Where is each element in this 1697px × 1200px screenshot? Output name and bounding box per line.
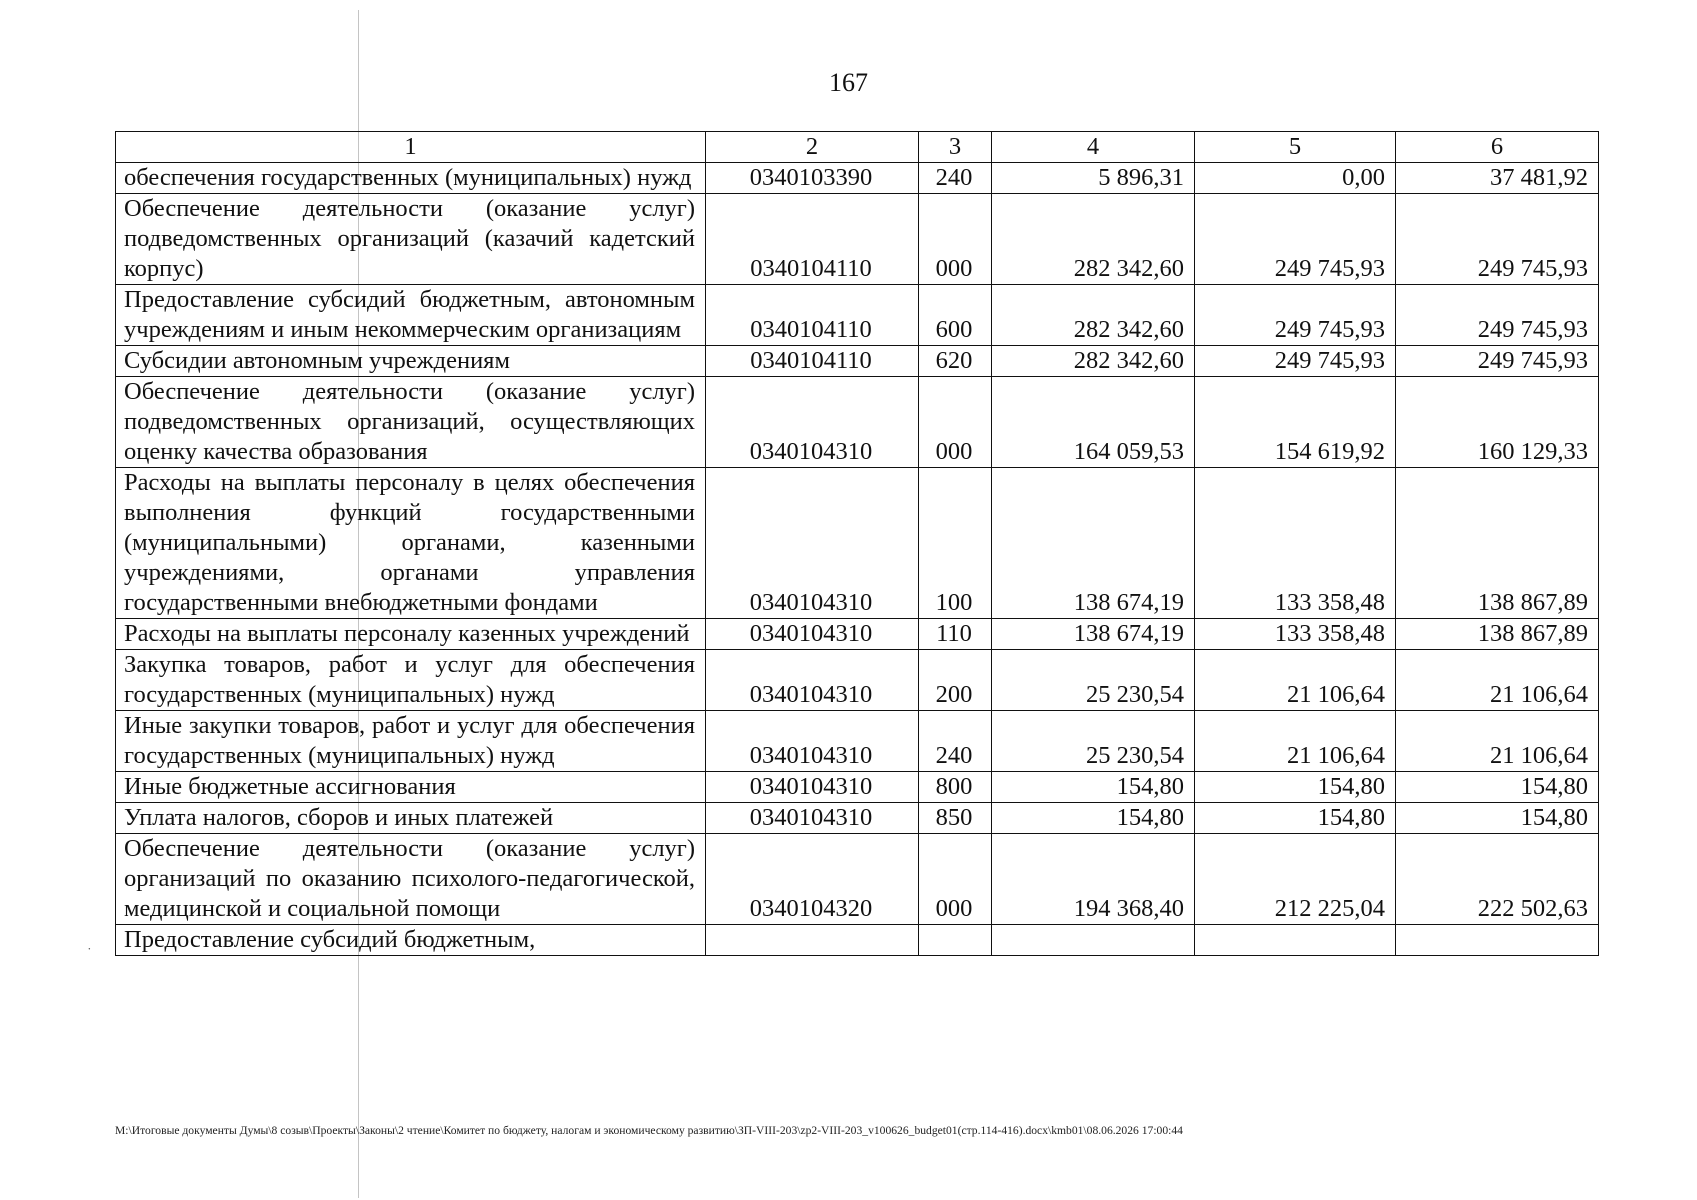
amount-col-6: 21 106,64 [1396, 711, 1599, 772]
expense-name: Иные бюджетные ассигнования [116, 772, 706, 803]
amount-col-4: 5 896,31 [992, 163, 1195, 194]
expense-type-code: 800 [919, 772, 992, 803]
amount-col-4: 25 230,54 [992, 650, 1195, 711]
table-row [116, 803, 1599, 834]
expense-name: Расходы на выплаты персоналу казенных учреждений [116, 619, 706, 650]
amount-col-6: 160 129,33 [1396, 377, 1599, 468]
table-row [116, 346, 1599, 377]
amount-col-5: 133 358,48 [1195, 619, 1396, 650]
amount-col-4: 138 674,19 [992, 619, 1195, 650]
target-article-code: 0340104110 [706, 194, 919, 285]
table-row [116, 285, 1599, 346]
amount-col-5 [1195, 925, 1396, 956]
margin-mark: ˙ [87, 946, 92, 961]
expense-type-code: 000 [919, 194, 992, 285]
amount-col-5: 154,80 [1195, 772, 1396, 803]
expense-name: Субсидии автономным учреждениям [116, 346, 706, 377]
amount-col-6: 21 106,64 [1396, 650, 1599, 711]
target-article-code: 0340103390 [706, 163, 919, 194]
amount-col-5: 0,00 [1195, 163, 1396, 194]
target-article-code: 0340104310 [706, 377, 919, 468]
table-row [116, 377, 1599, 468]
table-row [116, 194, 1599, 285]
target-article-code: 0340104310 [706, 772, 919, 803]
amount-col-5: 249 745,93 [1195, 285, 1396, 346]
amount-col-4 [992, 925, 1195, 956]
table-row [116, 650, 1599, 711]
target-article-code [706, 925, 919, 956]
amount-col-6: 154,80 [1396, 772, 1599, 803]
column-header: 2 [706, 132, 919, 163]
expense-name: обеспечения государственных (муниципальных) нужд [116, 163, 706, 194]
footer-file-path: М:\Итоговые документы Думы\8 созыв\Проекты\Законы\2 чтение\Комитет по бюджету, налогам и экономическому развитию\ЗП-VIII-203\zp2-VIII-203_v100626_budget01(стр.114-416).docx\kmb01\08.06.2026 17:00:44 [115, 1124, 1183, 1137]
column-header: 5 [1195, 132, 1396, 163]
amount-col-6: 154,80 [1396, 803, 1599, 834]
expense-type-code: 240 [919, 163, 992, 194]
amount-col-6: 222 502,63 [1396, 834, 1599, 925]
target-article-code: 0340104320 [706, 834, 919, 925]
amount-col-5: 133 358,48 [1195, 468, 1396, 619]
amount-col-6: 138 867,89 [1396, 619, 1599, 650]
amount-col-4: 25 230,54 [992, 711, 1195, 772]
amount-col-5: 154 619,92 [1195, 377, 1396, 468]
expense-type-code: 200 [919, 650, 992, 711]
expense-type-code [919, 925, 992, 956]
expense-name: Предоставление субсидий бюджетным, [116, 925, 706, 956]
amount-col-5: 154,80 [1195, 803, 1396, 834]
table-header-row [116, 132, 1599, 163]
target-article-code: 0340104310 [706, 468, 919, 619]
column-header: 4 [992, 132, 1195, 163]
amount-col-4: 282 342,60 [992, 285, 1195, 346]
expense-type-code: 850 [919, 803, 992, 834]
amount-col-6: 249 745,93 [1396, 194, 1599, 285]
table-row [116, 468, 1599, 619]
table-row [116, 163, 1599, 194]
amount-col-4: 282 342,60 [992, 346, 1195, 377]
expense-name: Обеспечение деятельности (оказание услуг) подведомственных организаций, осуществляющих оценку качества образования [116, 377, 706, 468]
amount-col-4: 154,80 [992, 772, 1195, 803]
expense-name: Расходы на выплаты персоналу в целях обеспечения выполнения функций государственными (муниципальными) органами, казенными учреждениями, органами управления государственными внебюджетными фондами [116, 468, 706, 619]
amount-col-6: 37 481,92 [1396, 163, 1599, 194]
page-number: 167 [829, 68, 868, 97]
target-article-code: 0340104310 [706, 711, 919, 772]
expense-type-code: 100 [919, 468, 992, 619]
amount-col-5: 249 745,93 [1195, 194, 1396, 285]
column-header: 3 [919, 132, 992, 163]
expense-type-code: 000 [919, 834, 992, 925]
amount-col-4: 282 342,60 [992, 194, 1195, 285]
expense-name: Предоставление субсидий бюджетным, автономным учреждениям и иным некоммерческим организациям [116, 285, 706, 346]
amount-col-4: 138 674,19 [992, 468, 1195, 619]
column-header: 1 [116, 132, 706, 163]
amount-col-6: 249 745,93 [1396, 346, 1599, 377]
target-article-code: 0340104310 [706, 619, 919, 650]
amount-col-6: 249 745,93 [1396, 285, 1599, 346]
table-row [116, 834, 1599, 925]
amount-col-5: 21 106,64 [1195, 711, 1396, 772]
target-article-code: 0340104310 [706, 650, 919, 711]
amount-col-5: 21 106,64 [1195, 650, 1396, 711]
column-header: 6 [1396, 132, 1599, 163]
amount-col-4: 164 059,53 [992, 377, 1195, 468]
table-row [116, 772, 1599, 803]
expense-name: Уплата налогов, сборов и иных платежей [116, 803, 706, 834]
table-row [116, 619, 1599, 650]
target-article-code: 0340104110 [706, 285, 919, 346]
amount-col-4: 194 368,40 [992, 834, 1195, 925]
expense-name: Иные закупки товаров, работ и услуг для обеспечения государственных (муниципальных) нужд [116, 711, 706, 772]
amount-col-6 [1396, 925, 1599, 956]
expense-type-code: 240 [919, 711, 992, 772]
expense-type-code: 600 [919, 285, 992, 346]
budget-table [115, 131, 1599, 956]
target-article-code: 0340104310 [706, 803, 919, 834]
expense-name: Закупка товаров, работ и услуг для обеспечения государственных (муниципальных) нужд [116, 650, 706, 711]
amount-col-5: 249 745,93 [1195, 346, 1396, 377]
target-article-code: 0340104110 [706, 346, 919, 377]
amount-col-5: 212 225,04 [1195, 834, 1396, 925]
amount-col-6: 138 867,89 [1396, 468, 1599, 619]
expense-type-code: 620 [919, 346, 992, 377]
table-row [116, 925, 1599, 956]
expense-name: Обеспечение деятельности (оказание услуг) организаций по оказанию психолого-педагогической, медицинской и социальной помощи [116, 834, 706, 925]
amount-col-4: 154,80 [992, 803, 1195, 834]
expense-name: Обеспечение деятельности (оказание услуг) подведомственных организаций (казачий кадетский корпус) [116, 194, 706, 285]
table-row [116, 711, 1599, 772]
expense-type-code: 000 [919, 377, 992, 468]
expense-type-code: 110 [919, 619, 992, 650]
